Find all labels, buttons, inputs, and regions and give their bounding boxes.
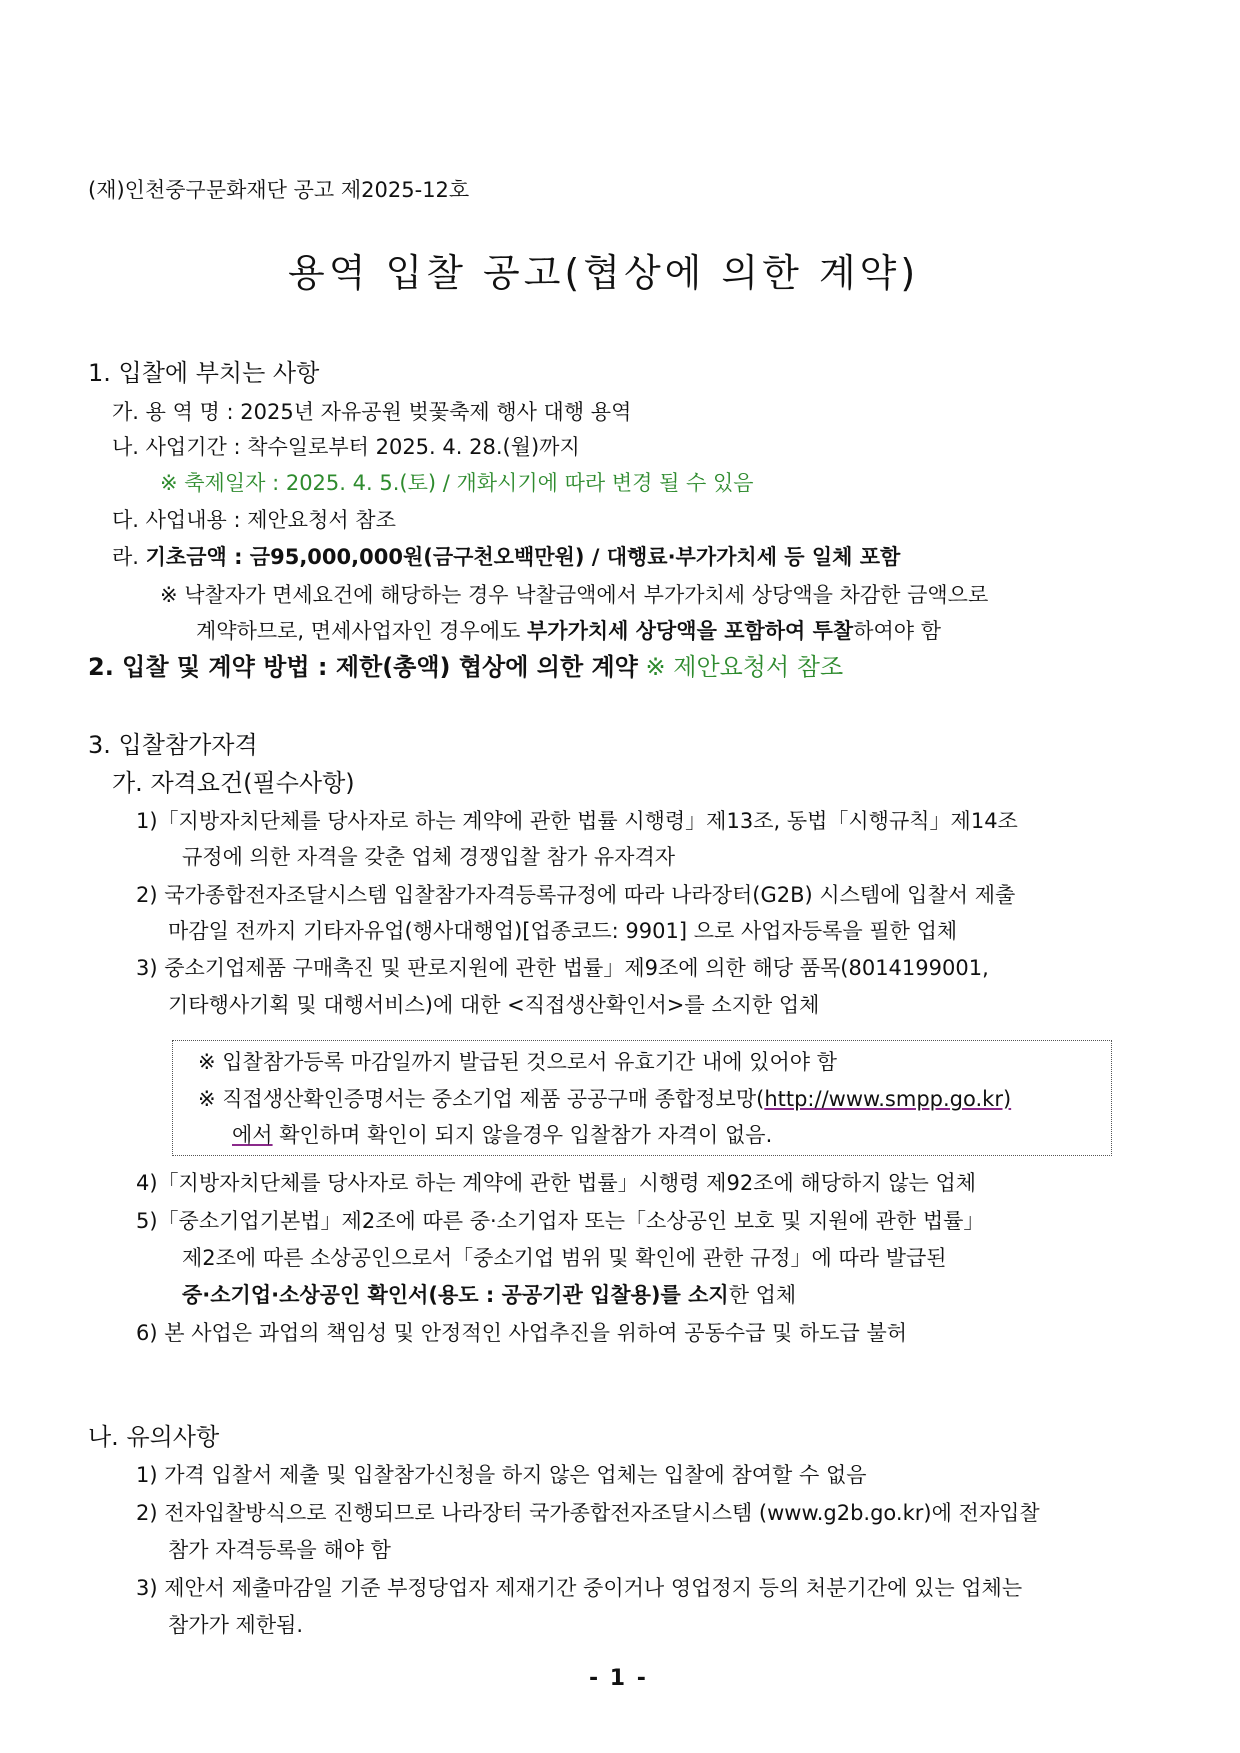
precaution-2-line-2: 참가 자격등록을 해야 함 — [168, 1538, 391, 1562]
box-note-3 — [232, 1120, 772, 1150]
base-amount-prefix: 라. — [112, 545, 146, 569]
qual-item-5-line-2: 제2조에 따른 소상공인으로서「중소기업 범위 및 확인에 관한 규정」에 따라 발급된 — [182, 1246, 947, 1270]
precaution-2-line-1: 2) 전자입찰방식으로 진행되므로 나라장터 국가종합전자조달시스템 (www.g2b.go.kr)에 전자입찰 — [136, 1501, 1040, 1525]
qual-item-1-line-2: 규정에 의한 자격을 갖춘 업체 경쟁입찰 참가 유자격자 — [182, 845, 676, 869]
base-amount-text: 기초금액 : 금95,000,000원(금구천오백만원) / 대행료·부가가치세 등 일체 포함 — [145, 545, 901, 569]
contract-method: 2. 입찰 및 계약 방법 : 제한(총액) 협상에 의한 계약 — [88, 653, 638, 681]
page-title: 용역 입찰 공고(협상에 의한 계약) — [288, 251, 920, 295]
notice-number: (재)인천중구문화재단 공고 제2025-12호 — [88, 178, 470, 202]
tax-note-post: 하여야 함 — [853, 619, 942, 643]
smpp-link[interactable]: http://www.smpp.go.kr) — [764, 1087, 1012, 1111]
smpp-link-continued[interactable]: 에서 — [232, 1123, 273, 1147]
tax-note-bold: 부가가치세 상당액을 포함하여 투찰 — [527, 619, 854, 643]
qual-item-6: 6) 본 사업은 과업의 책임성 및 안정적인 사업추진을 위하여 공동수급 및 하도급 불허 — [136, 1321, 908, 1345]
box-note-3-post: 확인하며 확인이 되지 않을경우 입찰참가 자격이 없음. — [272, 1123, 773, 1147]
qual-item-2-line-1: 2) 국가종합전자조달시스템 입찰참가자격등록규정에 따라 나라장터(G2B) 시스템에 입찰서 제출 — [136, 883, 1016, 907]
qual-item-3-line-2: 기타행사기획 및 대행서비스)에 대한 <직접생산확인서>를 소지한 업체 — [168, 993, 820, 1017]
precaution-3-line-2: 참가가 제한됨. — [168, 1613, 304, 1637]
tax-note-line-2 — [196, 616, 941, 646]
precaution-1: 1) 가격 입찰서 제출 및 입찰참가신청을 하지 않은 업체는 입찰에 참여할 수 없음 — [136, 1463, 867, 1487]
box-note-2 — [198, 1084, 1011, 1114]
sme-certificate-post: 한 업체 — [728, 1283, 797, 1307]
box-note-2-pre: ※ 직접생산확인증명서는 중소기업 제품 공공구매 종합정보망( — [198, 1087, 765, 1111]
qual-item-5-line-3 — [182, 1280, 796, 1310]
qual-item-1-line-1: 1)「지방자치단체를 당사자로 하는 계약에 관한 법률 시행령」제13조, 동법「시행규칙」제14조 — [136, 809, 1018, 833]
tax-note-line-1: ※ 낙찰자가 면세요건에 해당하는 경우 낙찰금액에서 부가가치세 상당액을 차감한 금액으로 — [160, 583, 989, 607]
contract-method-note: ※ 제안요청서 참조 — [645, 653, 844, 681]
service-name: 가. 용 역 명 : 2025년 자유공원 벚꽃축제 행사 대행 용역 — [112, 400, 632, 424]
qual-item-4: 4)「지방자치단체를 당사자로 하는 계약에 관한 법률」시행령 제92조에 해당하지 않는 업체 — [136, 1171, 977, 1195]
tax-note-pre: 계약하므로, 면세사업자인 경우에도 — [196, 619, 527, 643]
section-2-heading — [88, 652, 843, 682]
precaution-3-line-1: 3) 제안서 제출마감일 기준 부정당업자 제재기간 중이거나 영업정지 등의 처분기간에 있는 업체는 — [136, 1576, 1023, 1600]
business-period: 나. 사업기간 : 착수일로부터 2025. 4. 28.(월)까지 — [112, 435, 580, 459]
festival-date-note: ※ 축제일자 : 2025. 4. 5.(토) / 개화시기에 따라 변경 될 수 있음 — [160, 471, 754, 495]
section-1-heading: 1. 입찰에 부치는 사항 — [88, 359, 320, 387]
precautions-heading: 나. 유의사항 — [88, 1423, 220, 1451]
qualification-heading: 가. 자격요건(필수사항) — [112, 769, 355, 797]
sme-certificate: 중·소기업·소상공인 확인서(용도 : 공공기관 입찰용)를 소지 — [182, 1283, 729, 1307]
page-number: - 1 - — [589, 1666, 648, 1691]
business-content: 다. 사업내용 : 제안요청서 참조 — [112, 508, 396, 532]
base-amount — [112, 542, 900, 572]
qual-item-5-line-1: 5)「중소기업기본법」제2조에 따른 중·소기업자 또는「소상공인 보호 및 지원에 관한 법률」 — [136, 1209, 985, 1233]
qual-item-2-line-2: 마감일 전까지 기타자유업(행사대행업)[업종코드: 9901] 으로 사업자등록을 필한 업체 — [168, 919, 958, 943]
box-note-1: ※ 입찰참가등록 마감일까지 발급된 것으로서 유효기간 내에 있어야 함 — [198, 1050, 838, 1074]
qual-item-3-line-1: 3) 중소기업제품 구매촉진 및 판로지원에 관한 법률」제9조에 의한 해당 품목(8014199001, — [136, 956, 989, 980]
section-3-heading: 3. 입찰참가자격 — [88, 731, 258, 759]
